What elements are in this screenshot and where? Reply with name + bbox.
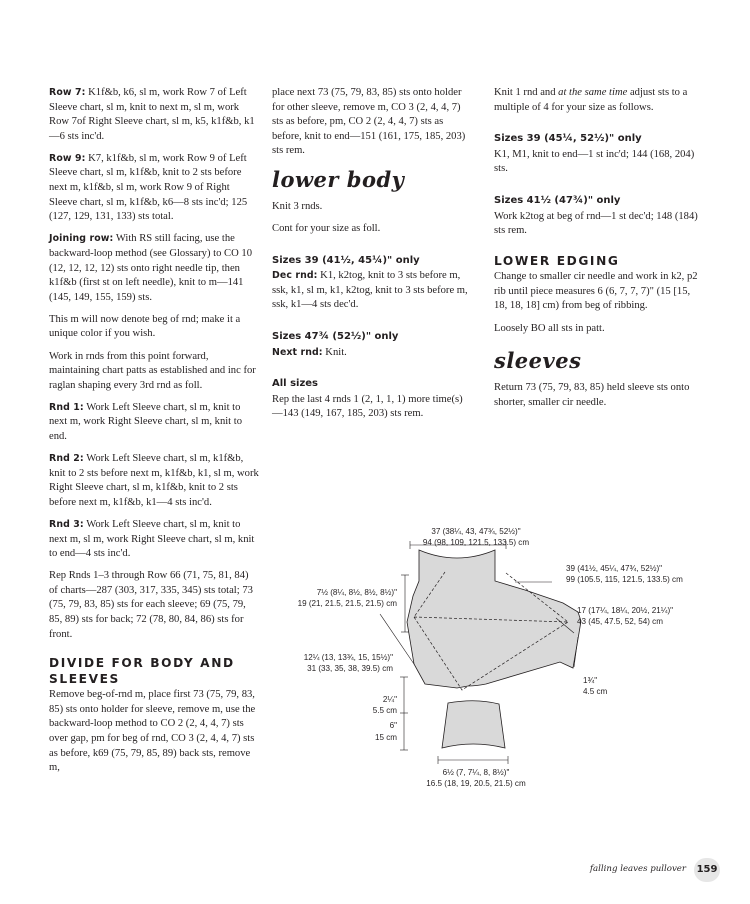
raglan-length-cm-label: 31 (33, 35, 38, 39.5) cm (307, 664, 393, 673)
page-number: 159 (694, 858, 720, 882)
row-9-label: Row 9: (49, 152, 86, 164)
divide-heading: DIVIDE FOR BODY AND SLEEVES (49, 656, 235, 686)
rib-length-cm-label: 15 cm (374, 733, 397, 742)
joining-row-text: With RS still facing, use the backward-loop method (see Glossary) to CO 10 (12, 12, 12, 12) sts onto right needle tip, then k1f&b (first st on left needle), knit to m—141 (145, 149, 155, 159) sts. (49, 233, 252, 303)
hem-width-inches-label: 6½ (7, 7¼, 8, 8½)" (442, 768, 510, 777)
all-sizes-text: Rep the last 4 rnds 1 (2, 1, 1, 1) more time(s)—143 (149, 167, 185, 203) sts rem. (272, 393, 463, 420)
page-footer (560, 858, 730, 882)
chest-inches-label: 39 (41½, 45¼, 47¾, 52½)" (566, 564, 663, 573)
raglan-length-inches-label: 12¼ (13, 13¾, 15, 15½)" (303, 653, 393, 662)
place-paragraph: place next 73 (75, 79, 83, 85) sts onto holder for other sleeve, remove m, CO 3 (2, 4, 4, 7) sts as before, pm, CO 2 (2, 4, 4, 7) sts as before, knit to end—151 (161, 175, 185, 203) sts rem. (272, 87, 466, 157)
body-length-inches-label: 2¼" (382, 695, 397, 704)
rnd-2-label: Rnd 2: (49, 453, 84, 465)
row-9-text: K7, k1f&b, sl m, work Row 9 of Left Sleeve chart, sl m, k1f&b, knit to 2 sts before next m, k1f&b, sl m, work Row 9 of Right Sleeve chart, sl m, k1f&b, k6—8 sts inc'd; 125 (127, 129, 131, 133) sts total. (49, 152, 248, 223)
size-c-heading: Sizes 39 (45¼, 52½)" only (494, 133, 642, 145)
next-rnd-label: Next rnd: (272, 346, 323, 358)
cont-paragraph: Cont for your size as foll. (272, 223, 381, 235)
size-a-heading: Sizes 39 (41½, 45¼)" only (272, 254, 420, 266)
size-d-text: Work k2tog at beg of rnd—1 st dec'd; 148 (184) sts rem. (494, 210, 698, 237)
knit-1-text-a: Knit 1 rnd and (494, 87, 559, 98)
knit-3-paragraph: Knit 3 rnds. (272, 200, 323, 212)
sleeves-paragraph: Return 73 (75, 79, 83, 85) held sleeve sts onto shorter, smaller cir needle. (494, 382, 690, 408)
chest-cm-label: 99 (105.5, 115, 121.5, 133.5) cm (566, 575, 683, 584)
top-width-inches-label: 37 (38¼, 43, 47¾, 52½)" (431, 527, 521, 536)
rnd-3-text: Work Left Sleeve chart, sl m, knit to next m, sl m, work Right Sleeve chart, sl m, knit to end—4 sts inc'd. (49, 518, 255, 560)
size-d-heading: Sizes 41½ (47¾)" only (494, 194, 621, 206)
knit-1-emphasis: at the same time (558, 87, 628, 98)
sleeve-width-cm-label: 43 (45, 47.5, 52, 54) cm (577, 617, 663, 626)
repeat-paragraph: Rep Rnds 1–3 through Row 66 (71, 75, 81, 84) of charts—287 (303, 317, 335, 345) sts total; 73 (75, 79, 83, 85) sts for each sleeve; 69 (75, 79, 85, 89) sts for back; 72 (78, 80, 84, 86) sts for front. (49, 570, 253, 640)
cuff-inches-label: 1¾" (583, 676, 598, 685)
top-width-cm-label: 94 (98, 109, 121.5, 133.5) cm (422, 538, 530, 547)
divide-paragraph: Remove beg-of-rnd m, place first 73 (75, 79, 83, 85) sts onto holder for sleeve, remove m, use the backward-loop method to CO 2 (2, 4, 4, 7) sts over gap, pm for beg of rnd, CO 3 (2, 4, 4, 7) sts as before, k69 (75, 79, 85, 89) back sts, remove m, (49, 689, 256, 774)
dec-rnd-text: K1, k2tog, knit to 3 sts before m, ssk, k1, sl m, k1, k2tog, knit to 3 sts before m, ssk, k1—4 sts dec'd. (272, 270, 468, 311)
rnd-1-label: Rnd 1: (49, 401, 84, 413)
lower-edging-heading: LOWER EDGING (494, 253, 620, 268)
yoke-depth-inches-label: 7½ (8¼, 8½, 8½, 8½)" (316, 588, 397, 597)
hem-ribbing-shape (442, 701, 505, 748)
lower-body-heading: lower body (272, 166, 405, 192)
next-rnd-text: Knit. (322, 346, 347, 358)
work-in-rnds-paragraph: Work in rnds from this point forward, maintaining chart patts as established and inc for raglan shaping every 3rd rnd as foll. (49, 350, 256, 391)
size-b-heading: Sizes 47¾ (52½)" only (272, 331, 399, 343)
size-c-text: K1, M1, knit to end—1 st inc'd; 144 (168, 204) sts. (494, 148, 695, 175)
footer-title: falling leaves pullover (589, 864, 686, 874)
joining-row-label: Joining row: (49, 233, 114, 245)
row-7-label: Row 7: (49, 87, 86, 98)
rnd-2-text: Work Left Sleeve chart, sl m, k1f&b, knit to 2 sts before next m, k1f&b, k1, sl m, work Right Sleeve chart, sl m, k1f&b, knit to 2 sts before next m, k1f&b, k1—4 sts inc'd. (49, 453, 259, 508)
dec-rnd-label: Dec rnd: (272, 270, 318, 282)
all-sizes-heading: All sizes (272, 378, 319, 390)
cuff-cm-label: 4.5 cm (583, 687, 608, 696)
body-length-cm-label: 5.5 cm (372, 706, 397, 715)
garment-body-shape (407, 550, 581, 688)
row-7-text: K1f&b, k6, sl m, work Row 7 of Left Sleeve chart, sl m, knit to next m, sl m, work Row 7of Right Sleeve chart, sl m, k5, k1f&b, k1—6 sts inc'd. (49, 87, 255, 142)
rnd-3-label: Rnd 3: (49, 518, 84, 530)
sleeves-heading: sleeves (494, 348, 582, 374)
rib-length-inches-label: 6" (389, 721, 397, 730)
bind-off-paragraph: Loosely BO all sts in patt. (494, 322, 605, 334)
hem-width-cm-label: 16.5 (18, 19, 20.5, 21.5) cm (426, 779, 526, 788)
rnd-1-text: Work Left Sleeve chart, sl m, knit to next m, work Right Sleeve chart, sl m, knit to end. (49, 401, 243, 442)
sleeve-width-inches-label: 17 (17¼, 18¼, 20½, 21¼)" (577, 606, 674, 615)
yoke-depth-cm-label: 19 (21, 21.5, 21.5, 21.5) cm (297, 599, 397, 608)
marker-paragraph: This m will now denote beg of rnd; make it a unique color if you wish. (49, 313, 241, 340)
edging-paragraph: Change to smaller cir needle and work in k2, p2 rib until piece measures 6 (6, 7, 7, 7)" (15 [15, 18, 18, 18] cm) from beg of ribbing. (494, 271, 698, 312)
knit-1-text-b: adjust sts to a multiple of 4 for your size as follows. (494, 87, 688, 113)
